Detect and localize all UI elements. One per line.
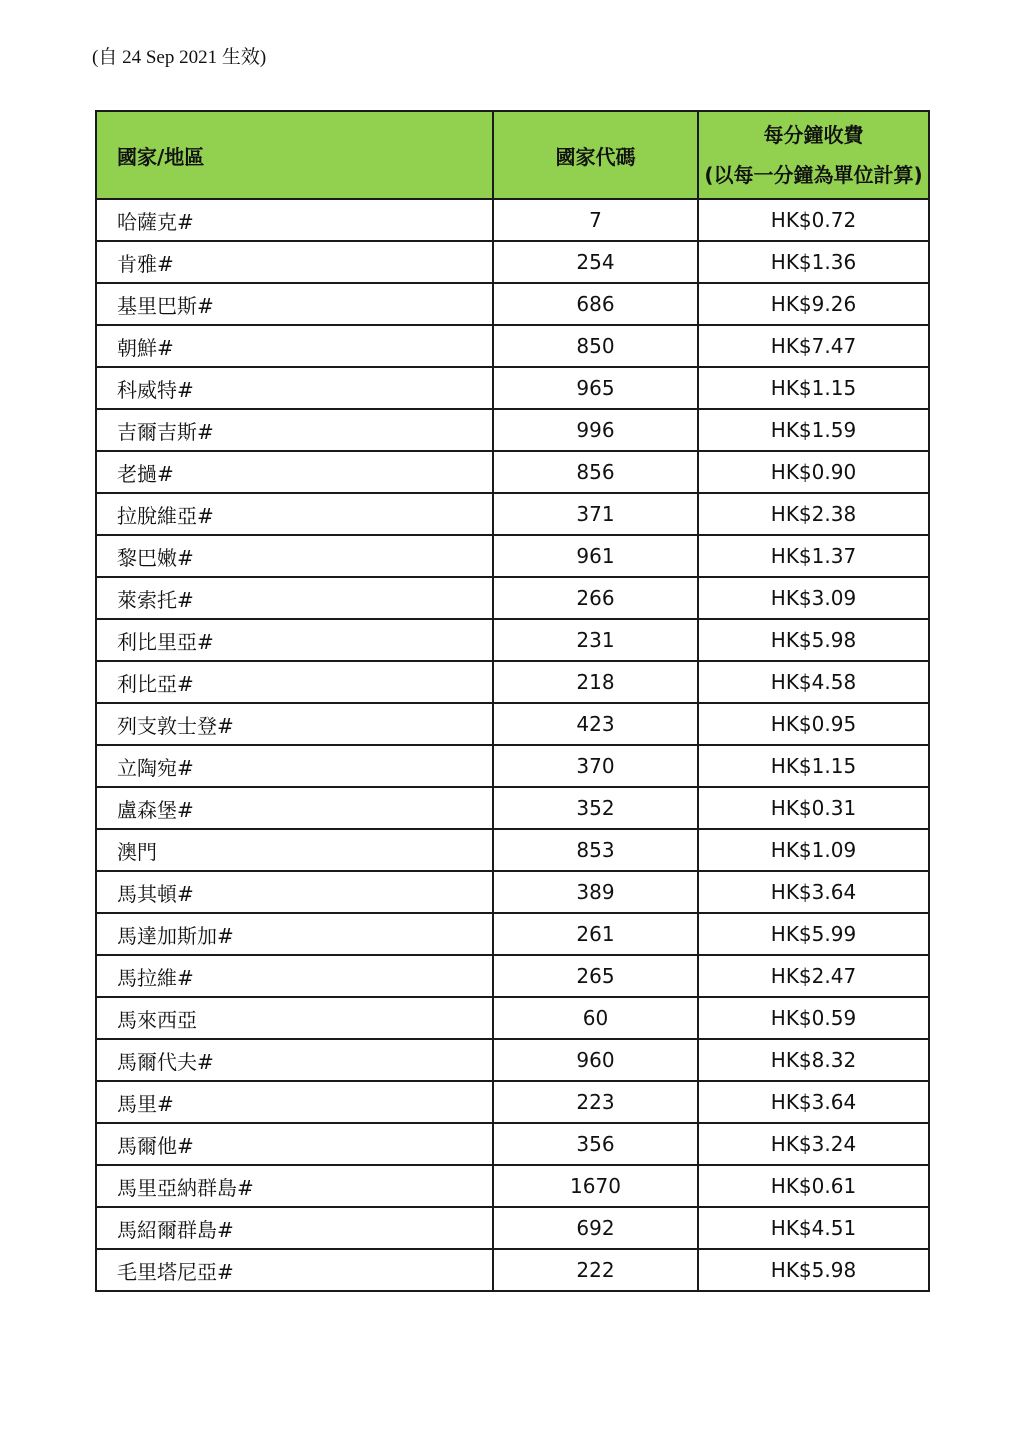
rate-cell: HK$0.95 [698,703,929,745]
country-cell: 馬爾代夫# [96,1039,493,1081]
table-row [96,619,929,661]
country-cell: 馬紹爾群島# [96,1207,493,1249]
country-cell: 馬達加斯加# [96,913,493,955]
country-cell: 馬爾他# [96,1123,493,1165]
header-country-code: 國家代碼 [493,111,698,199]
country-code-cell: 960 [493,1039,698,1081]
country-cell: 馬里亞納群島# [96,1165,493,1207]
rate-cell: HK$4.51 [698,1207,929,1249]
rate-cell: HK$0.59 [698,997,929,1039]
rate-cell: HK$1.59 [698,409,929,451]
rate-cell: HK$7.47 [698,325,929,367]
country-code-cell: 423 [493,703,698,745]
rate-cell: HK$1.36 [698,241,929,283]
table-row [96,829,929,871]
table-row [96,241,929,283]
country-code-cell: 231 [493,619,698,661]
country-cell: 利比亞# [96,661,493,703]
country-cell: 利比里亞# [96,619,493,661]
rate-cell: HK$8.32 [698,1039,929,1081]
country-cell: 馬里# [96,1081,493,1123]
country-code-cell: 352 [493,787,698,829]
country-cell: 馬其頓# [96,871,493,913]
table-row [96,661,929,703]
rate-cell: HK$0.31 [698,787,929,829]
country-code-cell: 965 [493,367,698,409]
rate-cell: HK$1.15 [698,745,929,787]
country-cell: 立陶宛# [96,745,493,787]
rate-cell: HK$5.98 [698,1249,929,1291]
country-cell: 朝鮮# [96,325,493,367]
country-code-cell: 856 [493,451,698,493]
country-code-cell: 261 [493,913,698,955]
country-code-cell: 686 [493,283,698,325]
table-row [96,199,929,241]
rate-cell: HK$1.09 [698,829,929,871]
rate-cell: HK$0.90 [698,451,929,493]
header-rate-line2: (以每一分鐘為單位計算) [704,163,923,187]
rate-cell: HK$1.37 [698,535,929,577]
table-row [96,1207,929,1249]
table-row [96,1039,929,1081]
table-row [96,913,929,955]
country-cell: 拉脫維亞# [96,493,493,535]
table-row [96,703,929,745]
country-cell: 盧森堡# [96,787,493,829]
country-cell: 基里巴斯# [96,283,493,325]
rate-cell: HK$2.38 [698,493,929,535]
table-row [96,283,929,325]
country-cell: 黎巴嫩# [96,535,493,577]
country-cell: 澳門 [96,829,493,871]
country-code-cell: 371 [493,493,698,535]
country-cell: 科威特# [96,367,493,409]
table-row [96,493,929,535]
effective-date-note: (自 24 Sep 2021 生效) [92,47,267,68]
header-rate-line1: 每分鐘收費 [763,123,864,147]
table-row [96,997,929,1039]
country-code-cell: 266 [493,577,698,619]
country-code-cell: 850 [493,325,698,367]
rate-cell: HK$0.61 [698,1165,929,1207]
rate-cell: HK$9.26 [698,283,929,325]
table-row [96,577,929,619]
country-cell: 萊索托# [96,577,493,619]
country-cell: 列支敦士登# [96,703,493,745]
country-cell: 吉爾吉斯# [96,409,493,451]
table-row [96,451,929,493]
country-code-cell: 389 [493,871,698,913]
country-code-cell: 853 [493,829,698,871]
rate-cell: HK$4.58 [698,661,929,703]
rate-cell: HK$5.98 [698,619,929,661]
header-country: 國家/地區 [96,111,493,199]
table-row [96,1165,929,1207]
country-code-cell: 218 [493,661,698,703]
table-row [96,1249,929,1291]
country-code-cell: 961 [493,535,698,577]
rate-cell: HK$5.99 [698,913,929,955]
rate-cell: HK$3.24 [698,1123,929,1165]
country-code-cell: 996 [493,409,698,451]
rate-cell: HK$2.47 [698,955,929,997]
table-row [96,1081,929,1123]
country-code-cell: 223 [493,1081,698,1123]
rate-cell: HK$1.15 [698,367,929,409]
country-code-cell: 692 [493,1207,698,1249]
country-cell: 老撾# [96,451,493,493]
table-row [96,871,929,913]
rate-cell: HK$3.64 [698,871,929,913]
country-cell: 馬來西亞 [96,997,493,1039]
rate-cell: HK$0.72 [698,199,929,241]
table-row [96,745,929,787]
header-rate [698,111,929,199]
country-code-cell: 7 [493,199,698,241]
table-row [96,367,929,409]
country-code-cell: 60 [493,997,698,1039]
country-code-cell: 222 [493,1249,698,1291]
rates-table [95,110,930,1292]
table-row [96,325,929,367]
table-header-row [96,111,929,199]
table-row [96,787,929,829]
table-row [96,1123,929,1165]
country-cell: 哈薩克# [96,199,493,241]
table-row [96,535,929,577]
country-code-cell: 370 [493,745,698,787]
table-row [96,409,929,451]
country-code-cell: 265 [493,955,698,997]
table-row [96,955,929,997]
rate-cell: HK$3.64 [698,1081,929,1123]
rate-cell: HK$3.09 [698,577,929,619]
country-code-cell: 1670 [493,1165,698,1207]
country-cell: 肯雅# [96,241,493,283]
country-cell: 毛里塔尼亞# [96,1249,493,1291]
country-cell: 馬拉維# [96,955,493,997]
country-code-cell: 356 [493,1123,698,1165]
country-code-cell: 254 [493,241,698,283]
